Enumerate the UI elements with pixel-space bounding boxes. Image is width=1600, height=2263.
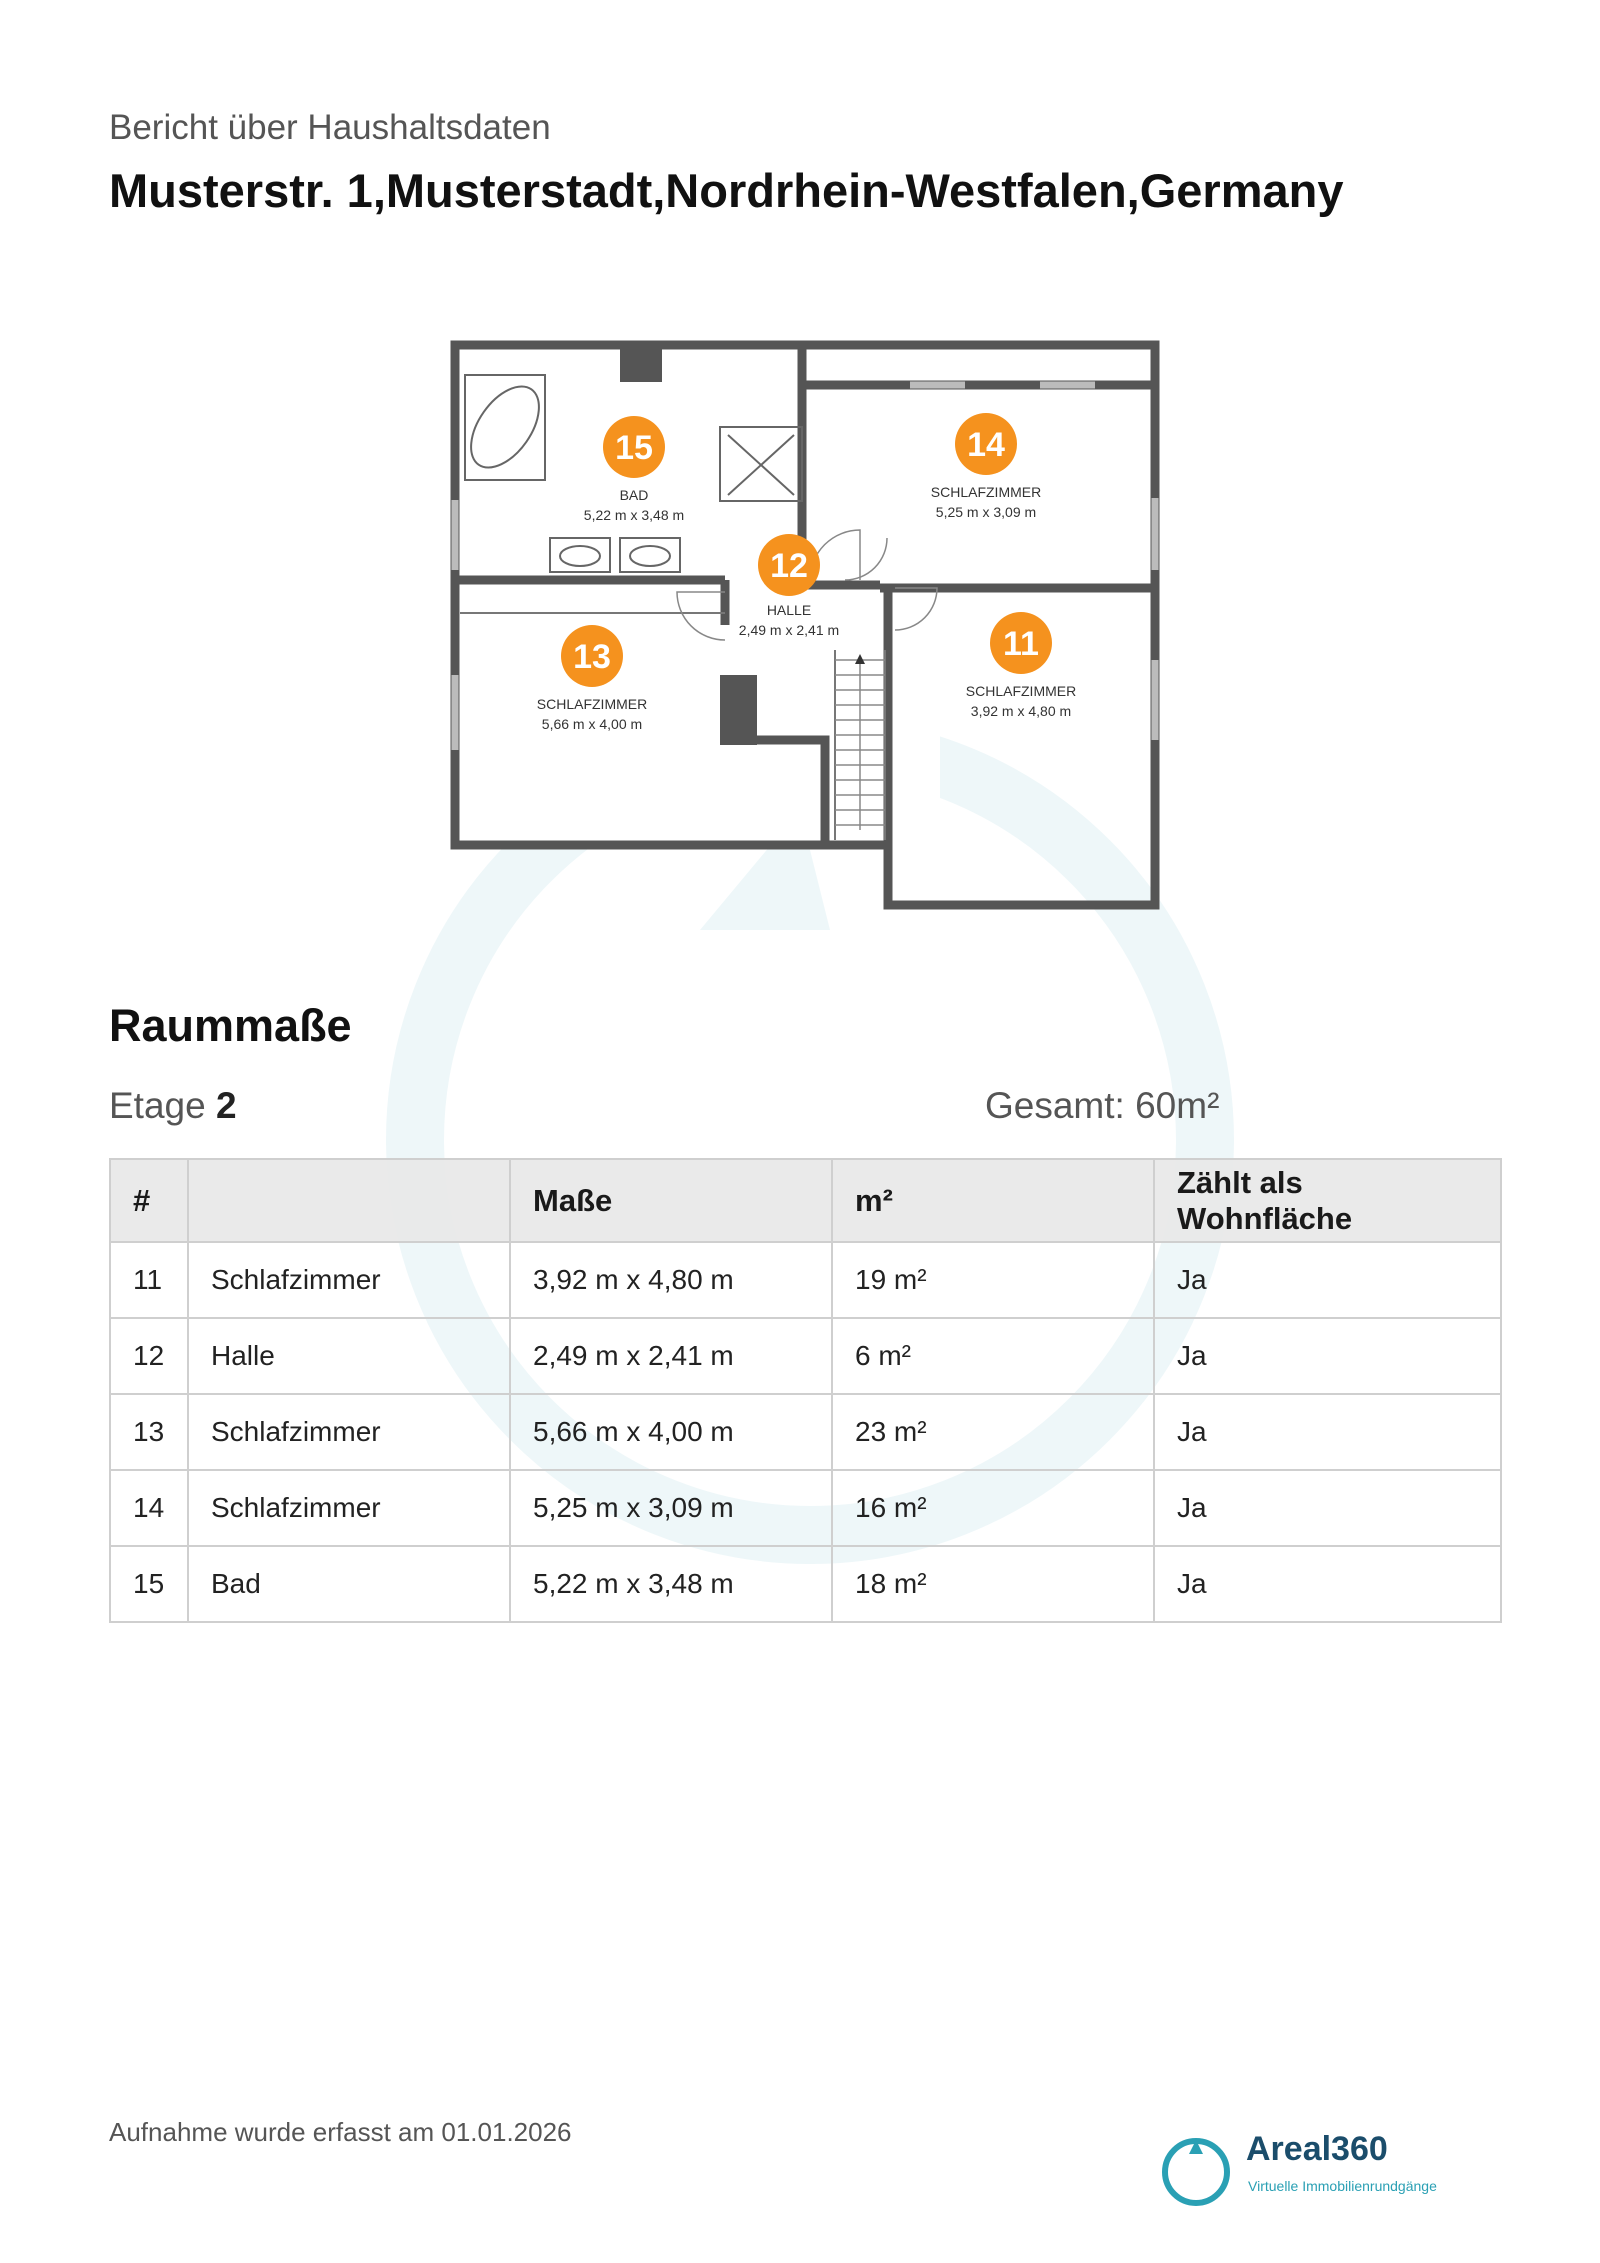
room-dims-13: 5,66 m x 4,00 m [541,716,643,732]
cell-number: 14 [110,1470,188,1546]
col-header-living-area: Zählt als Wohnfläche [1154,1159,1501,1242]
room-number-14: 14 [967,426,1005,464]
room-dims-11: 3,92 m x 4,80 m [970,703,1072,719]
cell-area: 19 m² [832,1242,1154,1318]
cell-living-area: Ja [1154,1242,1501,1318]
room-number-11: 11 [1003,625,1039,663]
cell-area: 23 m² [832,1394,1154,1470]
col-header-room [188,1159,510,1242]
cell-room: Bad [188,1546,510,1622]
cell-area: 18 m² [832,1546,1154,1622]
cell-dimensions: 2,49 m x 2,41 m [510,1318,832,1394]
floor-plan [440,330,1180,930]
floor-number: 2 [215,1085,237,1126]
room-name-13: SCHLAFZIMMER [536,696,648,712]
logo-tagline: Virtuelle Immobilienrundgänge [1248,2178,1437,2194]
col-header-area: m² [832,1159,1154,1242]
room-number-13: 13 [573,638,611,676]
table-row [110,1394,1501,1470]
cell-room: Halle [188,1318,510,1394]
cell-dimensions: 5,66 m x 4,00 m [510,1394,832,1470]
room-number-15: 15 [615,429,653,467]
floor-prefix: Etage [109,1085,206,1126]
col-header-number: # [110,1159,188,1242]
table-row [110,1470,1501,1546]
room-number-12: 12 [770,547,808,585]
table-row [110,1242,1501,1318]
room-name-11: SCHLAFZIMMER [965,683,1077,699]
section-title: Raummaße [109,1000,352,1051]
table-row [110,1546,1501,1622]
cell-area: 16 m² [832,1470,1154,1546]
address-title: Musterstr. 1,Musterstadt,Nordrhein-Westfalen,Germany [109,164,1344,217]
col-header-dimensions: Maße [510,1159,832,1242]
cell-number: 11 [110,1242,188,1318]
logo-name: Areal360 [1246,2130,1388,2168]
areal360-logo-icon [1158,2130,1236,2208]
cell-area: 6 m² [832,1318,1154,1394]
report-subtitle: Bericht über Haushaltsdaten [109,108,551,147]
table-row [110,1318,1501,1394]
room-name-12: HALLE [766,602,812,618]
cell-dimensions: 3,92 m x 4,80 m [510,1242,832,1318]
cell-living-area: Ja [1154,1546,1501,1622]
cell-room: Schlafzimmer [188,1470,510,1546]
cell-number: 15 [110,1546,188,1622]
areal360-logo [1158,2130,1458,2210]
cell-dimensions: 5,25 m x 3,09 m [510,1470,832,1546]
cell-number: 13 [110,1394,188,1470]
cell-living-area: Ja [1154,1394,1501,1470]
cell-room: Schlafzimmer [188,1242,510,1318]
room-dims-15: 5,22 m x 3,48 m [583,507,685,523]
capture-date: Aufnahme wurde erfasst am 01.01.2026 [109,2117,572,2147]
room-name-15: BAD [619,487,649,503]
cell-living-area: Ja [1154,1470,1501,1546]
cell-dimensions: 5,22 m x 3,48 m [510,1546,832,1622]
room-dims-12: 2,49 m x 2,41 m [738,622,840,638]
floor-label [109,1085,237,1127]
table-header-row [110,1159,1501,1242]
cell-room: Schlafzimmer [188,1394,510,1470]
cell-living-area: Ja [1154,1318,1501,1394]
room-dims-14: 5,25 m x 3,09 m [935,504,1037,520]
total-area: Gesamt: 60m² [985,1085,1220,1126]
cell-number: 12 [110,1318,188,1394]
room-name-14: SCHLAFZIMMER [930,484,1042,500]
room-dimensions-table [109,1158,1502,1623]
